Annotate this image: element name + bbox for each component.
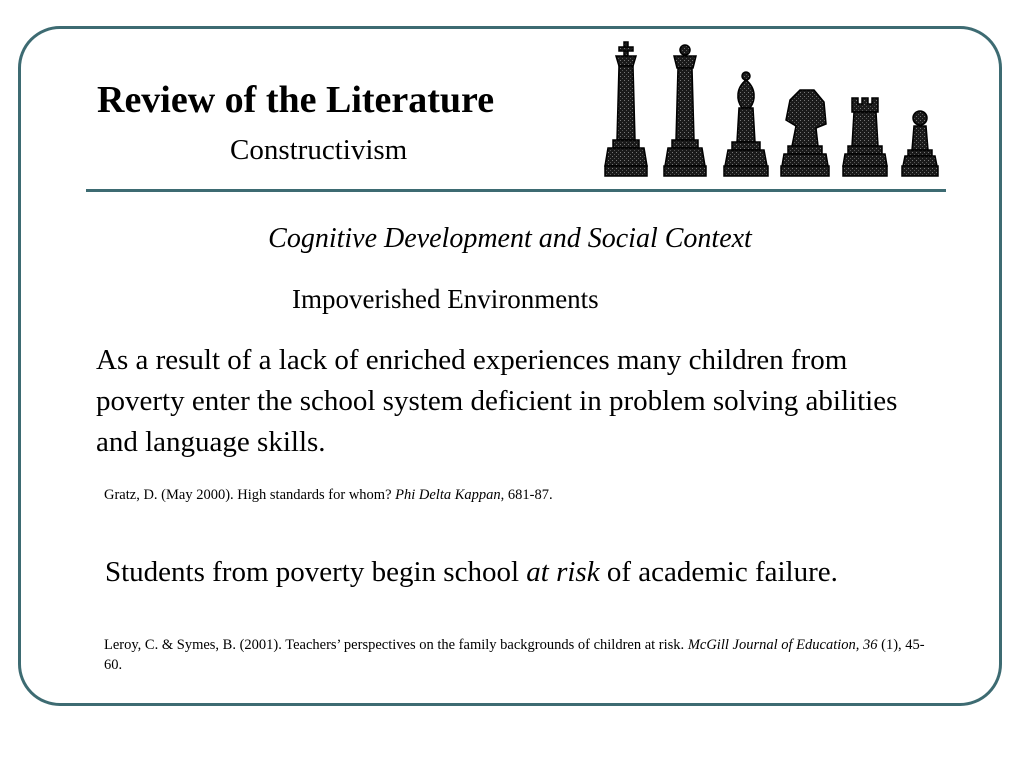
citation-leroy-symes [104, 635, 934, 675]
claim-emphasis: at risk [526, 556, 600, 588]
claim-text: Students from poverty begin school [105, 556, 527, 588]
citation-pages: , 681-87. [500, 487, 553, 503]
knight-icon [781, 90, 829, 176]
citation-text: Leroy, C. & Symes, B. (2001). Teachers’ perspectives on the family backgrounds of children at risk. [104, 637, 688, 653]
rook-icon [843, 98, 887, 176]
title-divider [86, 189, 946, 192]
citation-journal: McGill Journal of Education, 36 [687, 637, 878, 653]
section-heading: Cognitive Development and Social Context [268, 223, 752, 254]
citation-pages: (1), 45-60. [104, 637, 925, 673]
slide-title: Review of the Literature [97, 79, 495, 121]
citation-text: Gratz, D. (May 2000). High standards for whom? [104, 487, 396, 503]
citation-gratz [104, 485, 553, 505]
topic-heading: Impoverished Environments [292, 284, 599, 314]
slide-subtitle: Constructivism [230, 134, 408, 166]
pawn-icon [902, 111, 938, 176]
chess-pieces-banner [600, 40, 950, 182]
queen-icon [664, 45, 706, 176]
body-paragraph: As a result of a lack of enriched experiences many children from poverty enter the school system deficient in problem solving abilities and language skills. [96, 344, 898, 458]
citation-journal: Phi Delta Kappan [395, 487, 501, 503]
key-claim [105, 556, 838, 589]
king-icon [605, 42, 647, 176]
claim-text-end: of academic failure. [599, 556, 838, 588]
bishop-icon [724, 72, 768, 176]
